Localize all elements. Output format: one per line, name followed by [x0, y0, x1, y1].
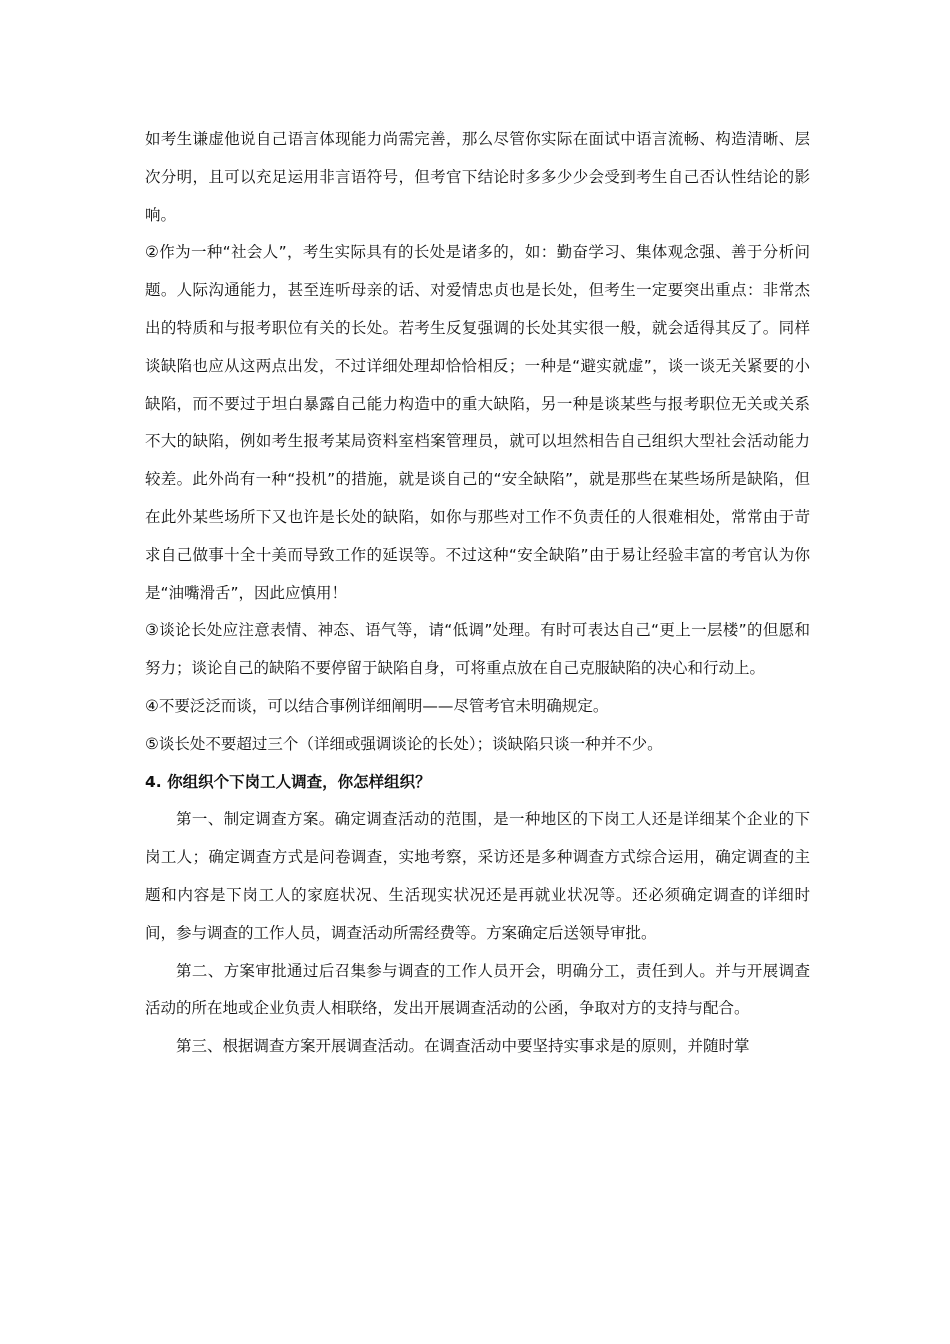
document-body — [145, 121, 810, 1066]
paragraph-step-3: 第三、根据调查方案开展调查活动。在调查活动中要坚持实事求是的原则，并随时掌 — [176, 1037, 750, 1056]
paragraph-step-2: 第二、方案审批通过后召集参与调查的工作人员开会，明确分工，责任到人。并与开展调查活动的所在地或企业负责人相联络，发出开展调查活动的公函，争取对方的支持与配合。 — [145, 961, 810, 1018]
paragraph-point-5: ⑤谈长处不要超过三个（详细或强调谈论的长处）；谈缺陷只谈一种并不少。 — [145, 734, 663, 753]
paragraph-point-4: ④不要泛泛而谈，可以结合事例详细阐明——尽管考官未明确规定。 — [145, 696, 609, 715]
paragraph-point-2: ②作为一种“社会人”，考生实际具有的长处是诸多的，如：勤奋学习、集体观念强、善于分析问题。人际沟通能力，甚至连听母亲的话、对爱情忠贞也是长处，但考生一定要突出重点：非常杰出的特质和与报考职位有关的长处。若考生反复强调的长处其实很一般，就会适得其反了。同样谈缺陷也应从这两点出发，不过详细处理却恰恰相反；一种是“避实就虚”，谈一谈无关紧要的小缺陷，而不要过于坦白暴露自己能力构造中的重大缺陷，另一种是谈某些与报考职位无关或关系不大的缺陷，例如考生报考某局资料室档案管理员，就可以坦然相告自己组织大型社会活动能力较差。此外尚有一种“投机”的措施，就是谈自己的“安全缺陷”，就是那些在某些场所是缺陷，但在此外某些场所下又也许是长处的缺陷，如你与那些对工作不负责任的人很难相处，常常由于苛求自己做事十全十美而导致工作的延误等。不过这种“安全缺陷”由于易让经验丰富的考官认为你是“油嘴滑舌”，因此应慎用！ — [145, 243, 810, 602]
paragraph-step-1: 第一、制定调查方案。确定调查活动的范围，是一种地区的下岗工人还是详细某个企业的下岗工人；确定调查方式是问卷调查，实地考察，采访还是多种调查方式综合运用，确定调查的主题和内容是下岗工人的家庭状况、生活现实状况还是再就业状况等。还必须确定调查的详细时间，参与调查的工作人员，调查活动所需经费等。方案确定后送领导审批。 — [145, 810, 810, 942]
question-heading: 4. 你组织个下岗工人调查，你怎样组织？ — [145, 772, 431, 791]
paragraph-intro-continuation: 如考生谦虚他说自己语言体现能力尚需完善，那么尽管你实际在面试中语言流畅、构造清晰、层次分明，且可以充足运用非言语符号，但考官下结论时多多少少会受到考生自己否认性结论的影响。 — [145, 130, 810, 224]
paragraph-point-3: ③谈论长处应注意表情、神态、语气等，请“低调”处理。有时可表达自己“更上一层楼”的但愿和努力；谈论自己的缺陷不要停留于缺陷自身，可将重点放在自己克服缺陷的决心和行动上。 — [145, 621, 810, 678]
